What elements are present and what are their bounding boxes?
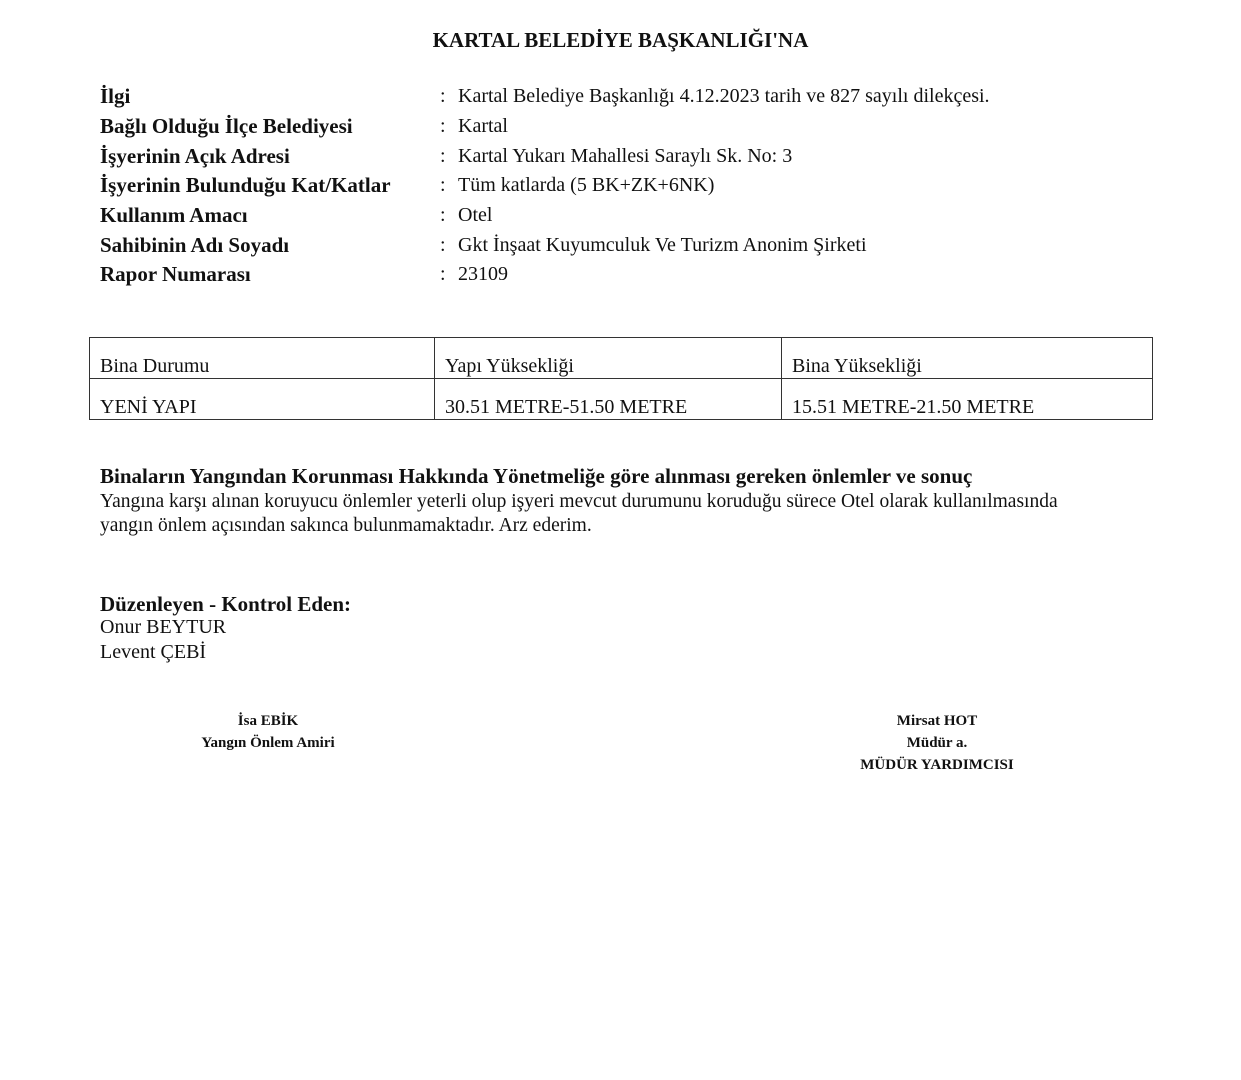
info-label: İşyerinin Bulunduğu Kat/Katlar xyxy=(100,173,391,198)
info-label: İşyerinin Açık Adresi xyxy=(100,143,290,168)
info-block xyxy=(100,82,1180,290)
info-row-katlar xyxy=(100,171,1180,201)
table-header-cell: Yapı Yüksekliği xyxy=(435,338,782,379)
table-header-cell: Bina Yüksekliği xyxy=(782,338,1153,379)
info-row-rapor xyxy=(100,260,1180,290)
info-row-adres xyxy=(100,141,1180,171)
info-label: İlgi xyxy=(100,84,131,109)
info-value: Kartal Belediye Başkanlığı 4.12.2023 tarih ve 827 sayılı dilekçesi. xyxy=(458,85,990,108)
signature-role: Müdür a. xyxy=(906,735,968,751)
info-value: 23109 xyxy=(458,263,508,286)
info-label: Bağlı Olduğu İlçe Belediyesi xyxy=(100,114,353,139)
info-colon: : xyxy=(440,144,446,167)
conclusion-paragraph xyxy=(100,490,1160,538)
info-value: Tüm katlarda (5 BK+ZK+6NK) xyxy=(458,174,715,197)
info-colon: : xyxy=(440,263,446,286)
signature-name: İsa EBİK xyxy=(237,713,299,729)
signature-role: Yangın Önlem Amiri xyxy=(201,735,335,751)
document-title: KARTAL BELEDİYE BAŞKANLIĞI'NA xyxy=(432,28,809,52)
table-cell: 30.51 METRE-51.50 METRE xyxy=(435,379,782,420)
table-header-row xyxy=(90,338,1153,379)
info-label: Kullanım Amacı xyxy=(100,203,248,228)
table-cell: 15.51 METRE-21.50 METRE xyxy=(782,379,1153,420)
info-value: Kartal xyxy=(458,115,508,138)
prepared-by-name: Onur BEYTUR xyxy=(100,616,227,638)
table-header-cell: Bina Durumu xyxy=(90,338,435,379)
conclusion-line: yangın önlem açısından sakınca bulunmamaktadır. Arz ederim. xyxy=(100,515,592,536)
info-row-amac xyxy=(100,201,1180,231)
info-colon: : xyxy=(440,233,446,256)
info-colon: : xyxy=(440,115,446,138)
signature-right xyxy=(787,710,1087,776)
info-row-ilgi xyxy=(100,82,1180,112)
info-value: Kartal Yukarı Mahallesi Saraylı Sk. No: 3 xyxy=(458,144,793,167)
signature-left xyxy=(118,710,418,754)
info-label: Sahibinin Adı Soyadı xyxy=(100,232,290,257)
info-colon: : xyxy=(440,85,446,108)
table-row xyxy=(90,379,1153,420)
table-cell: YENİ YAPI xyxy=(90,379,435,420)
info-value: Gkt İnşaat Kuyumculuk Ve Turizm Anonim Şirketi xyxy=(458,233,867,256)
info-colon: : xyxy=(440,174,446,197)
signature-role: MÜDÜR YARDIMCISI xyxy=(860,757,1014,773)
signature-name: Mirsat HOT xyxy=(896,713,978,729)
info-row-sahip xyxy=(100,230,1180,260)
section-title: Binaların Yangından Korunması Hakkında Yönetmeliğe göre alınması gereken önlemler ve sonuç xyxy=(100,464,973,488)
info-label: Rapor Numarası xyxy=(100,262,251,287)
conclusion-line: Yangına karşı alınan koruyucu önlemler yeterli olup işyeri mevcut durumunu koruduğu sürece Otel olarak kullanılmasında xyxy=(100,491,1058,512)
prepared-by-name: Levent ÇEBİ xyxy=(100,641,207,663)
prepared-by-title: Düzenleyen - Kontrol Eden: xyxy=(100,592,352,616)
info-value: Otel xyxy=(458,204,493,227)
info-row-belediye xyxy=(100,112,1180,142)
building-table xyxy=(89,337,1153,420)
info-colon: : xyxy=(440,204,446,227)
